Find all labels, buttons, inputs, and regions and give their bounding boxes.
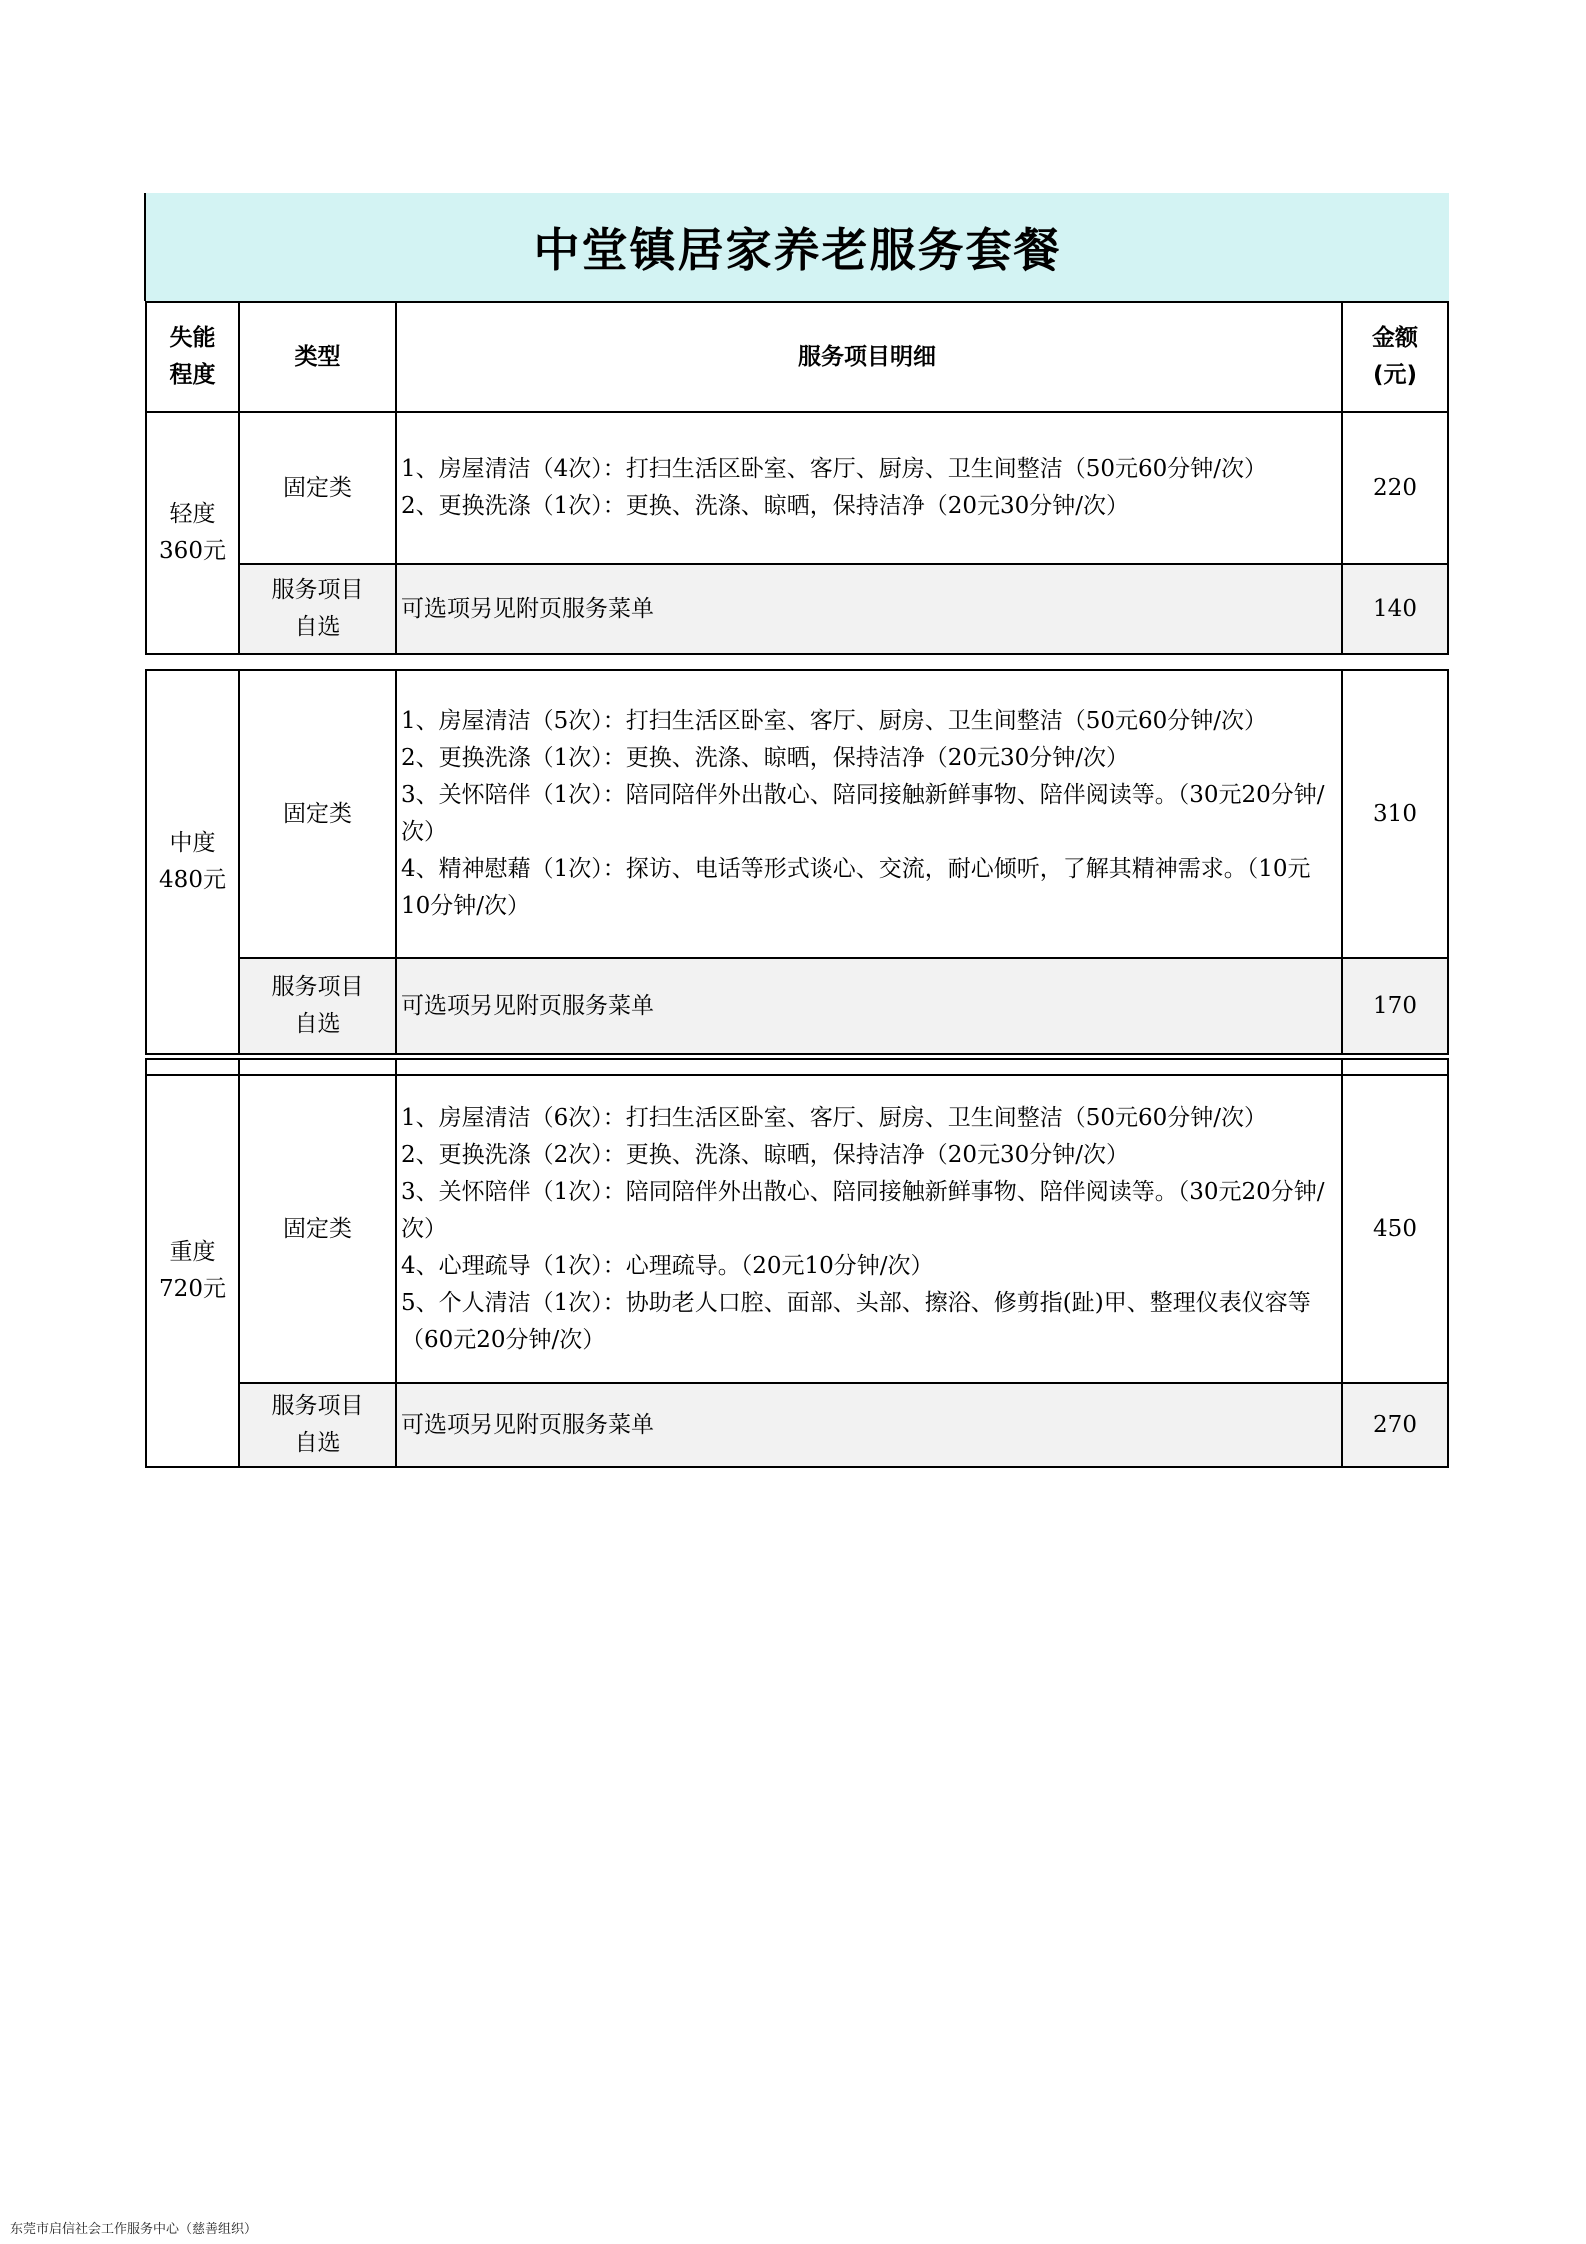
package-medium <box>145 669 1449 1055</box>
optional-detail: 可选项另见附页服务菜单 <box>396 958 1342 1054</box>
optional-type-label: 服务项目 自选 <box>239 564 396 654</box>
header-detail: 服务项目明细 <box>396 302 1342 412</box>
table-row <box>146 1059 1448 1075</box>
fixed-type-label: 固定类 <box>239 412 396 564</box>
table-row <box>146 670 1448 958</box>
spacer-cell <box>239 1059 396 1075</box>
table-header <box>145 301 1449 413</box>
package-light <box>145 411 1449 655</box>
spacer-cell <box>1342 1059 1448 1075</box>
fixed-items: 1、房屋清洁（6次）：打扫生活区卧室、客厅、厨房、卫生间整洁（50元60分钟/次） 2、更换洗涤（2次）：更换、洗涤、晾晒，保持洁净（20元30分钟/次） 3、关怀陪伴（1次）：陪同陪伴外出散心、陪同接触新鲜事物、陪伴阅读等。（30元20分钟/次） 4、心理疏导（1次）：心理疏导。（20元10分钟/次） 5、个人清洁（1次）：协助老人口腔、面部、头部、擦浴、修剪指(趾)甲、整理仪表仪容等（60元20分钟/次） <box>396 1075 1342 1383</box>
optional-amount: 270 <box>1342 1383 1448 1467</box>
fixed-items: 1、房屋清洁（5次）：打扫生活区卧室、客厅、厨房、卫生间整洁（50元60分钟/次） 2、更换洗涤（1次）：更换、洗涤、晾晒，保持洁净（20元30分钟/次） 3、关怀陪伴（1次）：陪同陪伴外出散心、陪同接触新鲜事物、陪伴阅读等。（30元20分钟/次） 4、精神慰藉（1次）：探访、电话等形式谈心、交流，耐心倾听，了解其精神需求。（10元10分钟/次） <box>396 670 1342 958</box>
fixed-type-label: 固定类 <box>239 1075 396 1383</box>
level-cell: 轻度 360元 <box>146 412 239 654</box>
fixed-amount: 450 <box>1342 1075 1448 1383</box>
header-type: 类型 <box>239 302 396 412</box>
table-row <box>146 1383 1448 1467</box>
optional-type-label: 服务项目 自选 <box>239 958 396 1054</box>
header-row <box>146 302 1448 412</box>
optional-detail: 可选项另见附页服务菜单 <box>396 1383 1342 1467</box>
page-title: 中堂镇居家养老服务套餐 <box>533 223 1062 277</box>
table-row <box>146 958 1448 1054</box>
level-cell: 重度 720元 <box>146 1075 239 1467</box>
optional-amount: 140 <box>1342 564 1448 654</box>
header-level: 失能 程度 <box>146 302 239 412</box>
package-heavy <box>145 1074 1449 1468</box>
header-amount: 金额 (元) <box>1342 302 1448 412</box>
footer-organization: 东莞市启信社会工作服务中心（慈善组织） <box>10 2222 258 2237</box>
fixed-amount: 310 <box>1342 670 1448 958</box>
fixed-type-label: 固定类 <box>239 670 396 958</box>
spacer-cell <box>396 1059 1342 1075</box>
table-row <box>146 564 1448 654</box>
title-band <box>144 193 1449 301</box>
spacer-cell <box>146 1059 239 1075</box>
optional-type-label: 服务项目 自选 <box>239 1383 396 1467</box>
optional-detail: 可选项另见附页服务菜单 <box>396 564 1342 654</box>
table-row <box>146 1075 1448 1383</box>
fixed-amount: 220 <box>1342 412 1448 564</box>
optional-amount: 170 <box>1342 958 1448 1054</box>
fixed-items: 1、房屋清洁（4次）：打扫生活区卧室、客厅、厨房、卫生间整洁（50元60分钟/次） 2、更换洗涤（1次）：更换、洗涤、晾晒，保持洁净（20元30分钟/次） <box>396 412 1342 564</box>
level-cell: 中度 480元 <box>146 670 239 1054</box>
table-row <box>146 412 1448 564</box>
